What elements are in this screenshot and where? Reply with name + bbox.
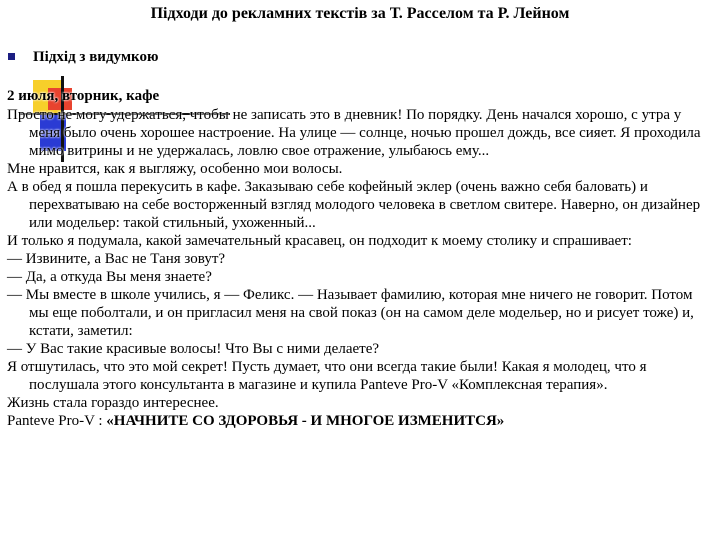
slogan: «НАЧНИТЕ СО ЗДОРОВЬЯ - И МНОГОЕ ИЗМЕНИТСЯ» (106, 413, 505, 429)
slide-title: Підходи до рекламних текстів за Т. Расселом та Р. Лейном (150, 5, 570, 22)
diary-text (7, 87, 715, 430)
bullet-heading-text: Підхід з видумкою (33, 49, 159, 65)
paragraph: Жизнь стала гораздо интереснее. (7, 395, 219, 411)
dialogue-line: — Извините, а Вас не Таня зовут? (7, 251, 226, 267)
dialogue-line: — У Вас такие красивые волосы! Что Вы с ними делаете? (7, 341, 380, 357)
dialogue-line: — Мы вместе в школе учились, я — Феликс. — Называет фамилию, которая мне ничего не говорит. Потом мы еще поболтали, и он пригласил меня на свой показ (он на самом деле модельер, но и рисует тоже) и, кстати, заметил: (7, 287, 694, 339)
brand-prefix: Panteve Pro-V : (7, 413, 107, 429)
dialogue-line: — Да, а откуда Вы меня знаете? (7, 269, 212, 285)
paragraph: Просто не могу удержаться, чтобы не записать это в дневник! По порядку. День начался хорошо, с утра у меня было очень хорошее настроение. На улице — солнце, ночью прошел дождь, все сияет. Я проходила мимо витрины и не удержалась, ловлю свое отражение, улыбаюсь ему... (7, 107, 701, 159)
paragraph: Мне нравится, как я выгляжу, особенно мои волосы. (7, 161, 343, 177)
paragraph: Я отшутилась, что это мой секрет! Пусть думает, что они всегда такие были! Какая я молодец, что я послушала этого консультанта в магазине и купила Panteve Pro-V «Комплексная терапия». (7, 359, 647, 393)
paragraph: А в обед я пошла перекусить в кафе. Заказываю себе кофейный эклер (очень важно себя баловать) и перехватываю на себе восторженный взгляд молодого человека в светлом свитере. Наверно, он дизайнер или модельер: такой стильный, ухоженный... (7, 179, 701, 231)
bullet-heading (8, 48, 158, 66)
square-bullet-icon (8, 53, 15, 60)
slogan-line (7, 412, 715, 430)
date-line: 2 июля, вторник, кафе (7, 88, 160, 104)
paragraph: И только я подумала, какой замечательный красавец, он подходит к моему столику и спрашивает: (7, 233, 632, 249)
